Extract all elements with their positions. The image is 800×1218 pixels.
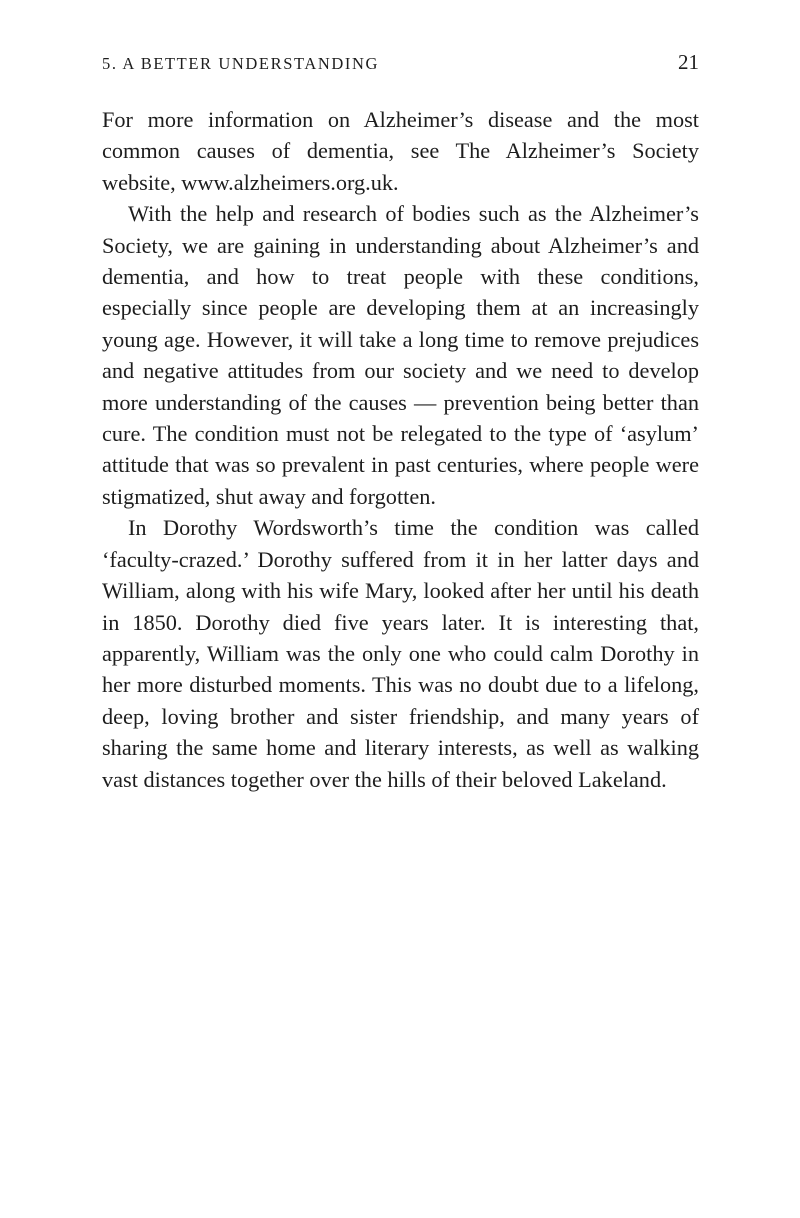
section-title: 5. A BETTER UNDERSTANDING [102, 54, 380, 73]
book-page [102, 50, 699, 795]
paragraph-2: With the help and research of bodies such as the Alzheimer’s Society, we are gaining in understanding about Alzheimer’s and dementia, and how to treat people with these conditions, especially since people are developing them at an increasingly young age. However, it will take a long time to remove prejudices and negative attitudes from our society and we need to develop more understanding of the causes — prevention being better than cure. The condition must not be relegated to the type of ‘asylum’ attitude that was so prevalent in past centuries, where people were stigmatized, shut away and forgotten. [102, 201, 699, 509]
paragraph-3: In Dorothy Wordsworth’s time the condition was called ‘faculty-crazed.’ Dorothy suffered from it in her latter days and William, along with his wife Mary, looked after her until his death in 1850. Dorothy died five years later. It is interesting that, apparently, William was the only one who could calm Dorothy in her more disturbed moments. This was no doubt due to a lifelong, deep, loving brother and sister friendship, and many years of sharing the same home and literary interests, as well as walking vast distances together over the hills of their beloved Lakeland. [102, 515, 699, 792]
page-number: 21 [678, 50, 699, 74]
paragraph-1: For more information on Alzheimer’s disease and the most common causes of dementia, see The Alzheimer’s Society website, www.alzheimers.org.uk. [102, 107, 699, 195]
running-header [102, 50, 699, 82]
